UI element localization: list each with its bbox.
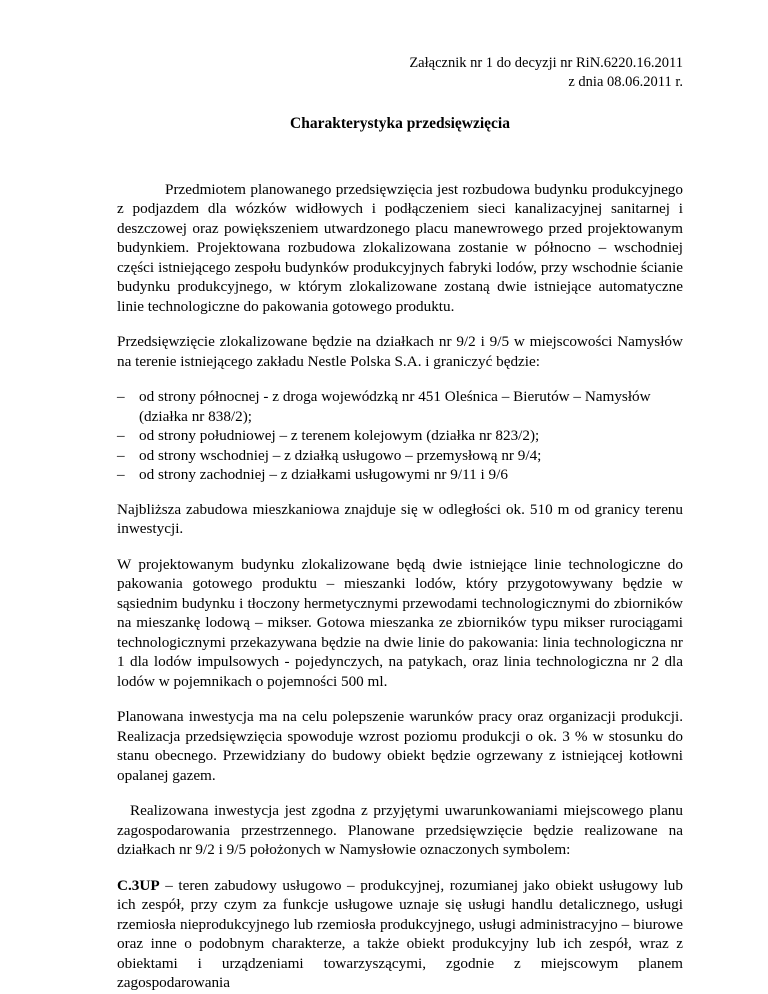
- paragraph-location: Przedsięwzięcie zlokalizowane będzie na działkach nr 9/2 i 9/5 w miejscowości Namysłów na terenie istniejącego zakładu Nestle Polska S.A. i graniczyć będzie:: [117, 333, 683, 370]
- paragraph-zoning-plan: Realizowana inwestycja jest zgodna z przyjętymi uwarunkowaniami miejscowego planu zagospodarowania przestrzennego. Planowane przedsięwzięcie będzie realizowane na działkach nr 9/2 i 9/5 położonych w Namysłowie oznaczonych symbolem:: [117, 802, 683, 858]
- document-title: Charakterystyka przedsięwzięcia: [290, 115, 510, 132]
- attachment-header: [117, 54, 683, 92]
- list-item: – od strony wschodniej – z działką usługowo – przemysłową nr 9/4;: [117, 446, 683, 466]
- list-item: – od strony północnej - z droga wojewódzką nr 451 Oleśnica – Bierutów – Namysłów (działka nr 838/2);: [117, 387, 683, 426]
- zone-definition-text: – teren zabudowy usługowo – produkcyjnej, rozumianej jako obiekt usługowy lub ich zespół, przy czym za funkcje usługowe uznaje się usługi handlu detalicznego, usługi rzemiosła nieprodukcyjnego lub rzemiosła produkcyjnego, usługi administracyjno – biurowe oraz inne o podobnym charakterze, a także obiekt produkcyjny lub ich zespół, wraz z obiektami i urządzeniami towarzyszącymi, zgodnie z miejscowym planem zagospodarowania: [117, 876, 683, 991]
- zone-symbol: C.3UP: [117, 876, 160, 894]
- document-page: [117, 54, 683, 993]
- paragraph-investment-goal: Planowana inwestycja ma na celu polepszenie warunków pracy oraz organizacji produkcji. Realizacja przedsięwzięcia spowoduje wzrost poziomu produkcji o ok. 3 % w stosunku do stanu obecnego. Przewidziany do budowy obiekt będzie ogrzewany z istniejącej kotłowni opalanej gazem.: [117, 708, 683, 784]
- paragraph-project-description: Przedmiotem planowanego przedsięwzięcia jest rozbudowa budynku produkcyjnego z podjazdem dla wózków widłowych i podłączeniem sieci kanalizacyjnej sanitarnej i deszczowej oraz powiększeniem utwardzonego placu manewrowego przed projektowanym budynkiem. Projektowana rozbudowa zlokalizowana zostanie w północno – wschodniej części istniejącego zespołu budynków produkcyjnych fabryki lodów, przy wschodnie ścianie budynku produkcyjnego, w którym zlokalizowane zostaną dwie istniejące automatyczne linie technologiczne do pakowania gotowego produktu.: [117, 180, 683, 315]
- boundary-list: [117, 387, 683, 485]
- header-line-2: z dnia 08.06.2011 r.: [568, 74, 683, 90]
- header-line-1: Załącznik nr 1 do decyzji nr RiN.6220.16.2011: [409, 55, 683, 71]
- paragraph-zone-definition: [117, 876, 683, 993]
- list-item: – od strony południowej – z terenem kolejowym (działka nr 823/2);: [117, 426, 683, 446]
- paragraph-production-lines: W projektowanym budynku zlokalizowane będą dwie istniejące linie technologiczne do pakowania gotowego produktu – mieszanki lodów, który przygotowywany będzie w sąsiednim budynku i tłoczony hermetycznymi przewodami technologicznymi do zbiorników na mieszankę lodową – mikser. Gotowa mieszanka ze zbiorników typu mikser rurociągami technologicznymi przekazywana będzie na dwie linie do pakowania: linia technologiczna nr 1 dla lodów impulsowych - pojedynczych, na patykach, oraz linia technologiczna nr 2 dla lodów w pojemnikach o pojemności 500 ml.: [117, 555, 683, 690]
- paragraph-nearest-housing: Najbliższa zabudowa mieszkaniowa znajduje się w odległości ok. 510 m od granicy terenu inwestycji.: [117, 500, 683, 537]
- list-item: – od strony zachodniej – z działkami usługowymi nr 9/11 i 9/6: [117, 465, 683, 485]
